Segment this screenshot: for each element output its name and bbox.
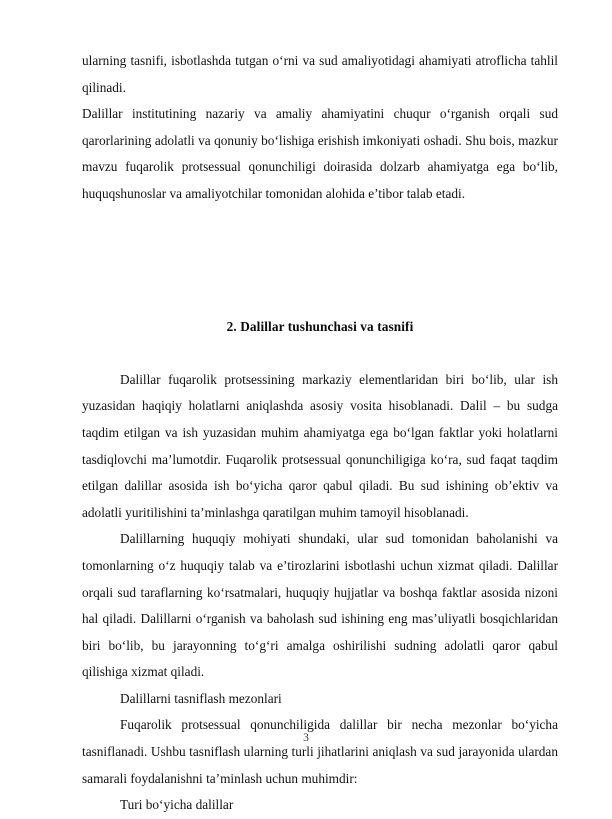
subheading-tasniflash-mezonlari: Dalillarni tasniflash mezonlari xyxy=(120,690,282,706)
section-heading: 2. Dalillar tushunchasi va tasnifi xyxy=(226,318,414,334)
list-item-turi-boyicha-dalillar: Turi bo‘yicha dalillar xyxy=(120,797,234,813)
heading-spacer xyxy=(82,208,558,314)
heading-bottom-spacer xyxy=(82,340,558,367)
paragraph-huquqiy-mohiyat: Dalillarning huquqiy mohiyati shundaki, ular sud tomonidan baholanishi va tomonlarning o‘z huquqiy talab va e’tirozlarini isbotlashi uchun xizmat qiladi. Dalillar orqali sud taraflarning ko‘rsatmalari, huquqiy hujjatlar va boshqa faktlar asosida nizoni hal qiladi. Dalillarni o‘rganish va baholash sud ishining eng mas’uliyatli bosqichlaridan biri bo‘lib, bu jarayonning to‘g‘ri amalga oshirilishi sudning adolatli qaror qabul qilishiga xizmat qiladi. xyxy=(82,531,558,680)
paragraph-markaziy-element: Dalillar fuqarolik protsessining markaziy elementlaridan biri bo‘lib, ular ish yuzasidan haqiqiy holatlarni aniqlashda asosiy vosita hisoblanadi. Dalil – bu sudga taqdim etilgan va ish yuzasidan muhim ahamiyatga ega bo‘lgan faktlar yoki holatlarni tasdiqlovchi ma’lumotdir. Fuqarolik protsessual qonunchiligiga ko‘ra, sud faqat taqdim etilgan dalillar asosida ish bo‘yicha qaror qabul qiladi. Bu sud ishining ob’ektiv va adolatli yuritilishini ta’minlashga qaratilgan muhim tamoyil hisoblanadi. xyxy=(82,371,558,520)
page-number: 3 xyxy=(303,731,309,744)
paragraph-dalillar-instituti: Dalillar institutining nazariy va amaliy ahamiyatini chuqur o‘rganish orqali sud qarorlarining adolatli va qonuniy bo‘lishiga erishish imkoniyati oshadi. Shu bois, mazkur mavzu fuqarolik protsessual qonunchiligi doirasida dolzarb ahamiyatga ega bo‘lib, huquqshunoslar va amaliyotchilar tomonidan alohida e’tibor talab etadi. xyxy=(82,106,558,201)
paragraph-continuation: ularning tasnifi, isbotlashda tutgan o‘rni va sud amaliyotidagi ahamiyati atroflicha tahlil qilinadi. xyxy=(82,53,558,95)
page-content xyxy=(82,48,558,819)
paragraph-tasniflash-mezonlari: Fuqarolik protsessual qonunchiligida dalillar bir necha mezonlar bo‘yicha tasniflanadi. Ushbu tasniflash ularning turli jihatlarini aniqlash va sud jarayonida ulardan samarali foydalanishni ta’minlash uchun muhimdir: xyxy=(82,717,558,786)
